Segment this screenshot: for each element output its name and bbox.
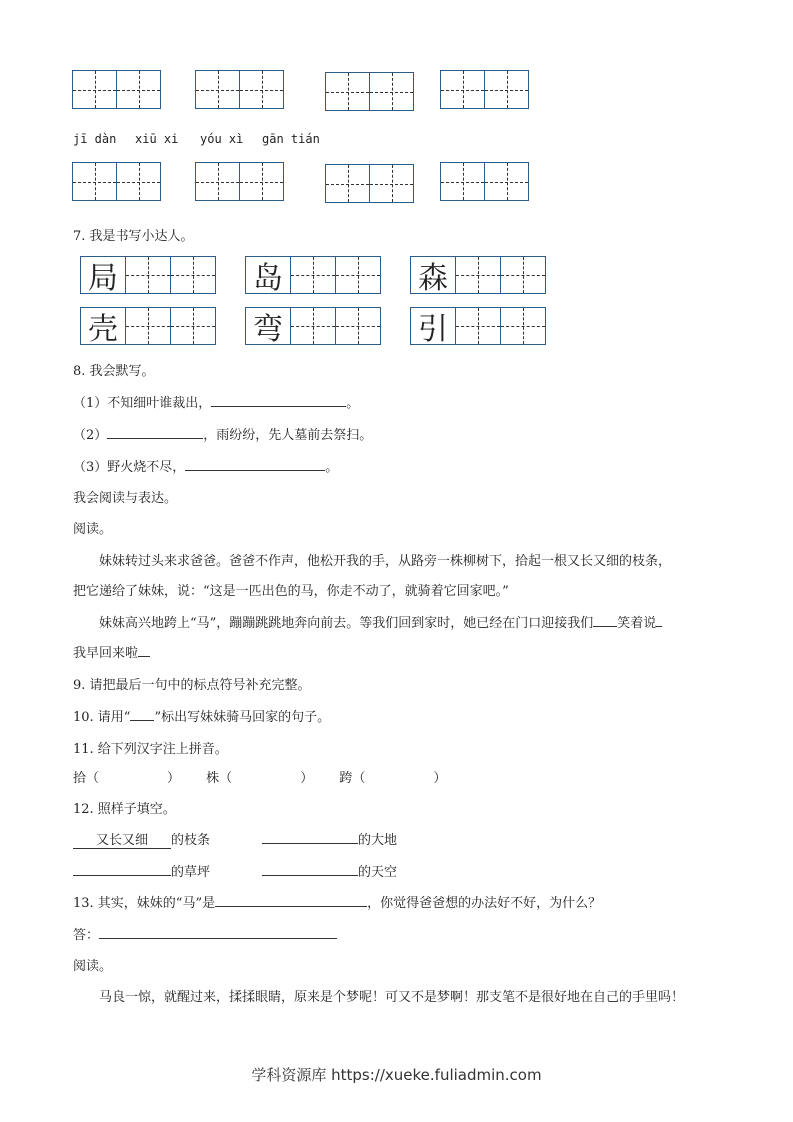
q12-noun: 的枝条 [171,833,211,848]
q11-item-open: 株（ [206,771,233,786]
question-8: 8. 我会默写。 [73,364,155,379]
question-13 [73,892,601,911]
grid-cell[interactable] [369,72,414,111]
writing-grid[interactable] [195,70,283,109]
fill-blank[interactable] [656,614,662,627]
fill-blank[interactable] [262,831,358,844]
fill-blank[interactable] [99,926,337,939]
question-9: 9. 请把最后一句中的标点符号补充完整。 [73,678,311,693]
grid-cell[interactable] [440,70,485,109]
fill-blank[interactable] [138,644,150,657]
writing-grid[interactable] [72,162,160,201]
writing-grid[interactable] [72,70,160,109]
grid-cell[interactable] [369,164,414,203]
q10-suffix: ”标出写妹妹骑马回家的句子。 [154,710,331,725]
q11-item-close: ） [433,771,447,786]
grid-cell[interactable] [500,307,546,345]
grid-cell[interactable] [116,162,161,201]
passage-line: 马良一惊，就醒过来，揉揉眼睛，原来是个梦呢！可又不是梦啊！那支笔不是很好地在自己的手里吗！ [99,990,685,1005]
example-char: 引 [411,308,455,344]
question-12: 12. 照样子填空。 [73,802,176,817]
passage-line: 把它递给了妹妹，说：“这是一匹出色的马，你走不动了，就骑着它回家吧。” [73,584,509,599]
writing-grid[interactable] [195,162,283,201]
grid-cell[interactable] [116,70,161,109]
grid-cell[interactable] [195,70,240,109]
q12-item [73,829,210,849]
calligraphy-grid[interactable] [80,307,215,345]
q12-item [73,861,210,880]
q8-line-3 [73,456,338,475]
q12-noun: 的天空 [358,865,398,880]
passage-line [99,612,662,631]
writing-grid[interactable] [440,70,528,109]
calligraphy-grid[interactable] [410,307,545,345]
grid-cell[interactable] [290,307,336,345]
pinyin-label: yóu xì [200,132,244,146]
fill-blank[interactable] [73,863,171,876]
grid-cell[interactable] [325,72,370,111]
q13-suffix: ，你觉得爸爸想的办法好不好，为什么？ [367,896,602,911]
calligraphy-grid[interactable] [245,307,380,345]
pinyin-label: jī dàn [73,132,117,146]
grid-cell[interactable] [455,307,501,345]
q11-item-open: 拾（ [73,771,100,786]
q12-item [262,829,397,848]
underline-sample [130,708,154,721]
q8-line-2-suffix: ，雨纷纷，先人墓前去祭扫。 [203,428,373,443]
q12-noun: 的草坪 [171,865,211,880]
grid-cell[interactable] [72,162,117,201]
q8-line-2 [73,424,372,443]
grid-cell[interactable] [325,164,370,203]
grid-cell[interactable] [335,307,381,345]
example-char-cell [410,256,456,294]
passage-text: 我早回来啦 [73,646,139,661]
q11-item-close: ） [300,771,314,786]
passage-text: 妹妹高兴地跨上“马”，蹦蹦跳跳地奔向前去。等我们回到家时，她已经在门口迎接我们 [99,616,594,631]
footer-watermark: 学科资源库 https://xueke.fuliadmin.com [251,1066,542,1084]
grid-cell[interactable] [484,70,529,109]
reading-heading: 阅读。 [73,522,113,537]
grid-cell[interactable] [195,162,240,201]
q8-line-1-suffix: 。 [346,396,360,411]
grid-cell[interactable] [455,256,501,294]
reading-heading: 阅读。 [73,959,113,974]
answer-line [73,924,337,943]
q10-prefix: 10. 请用“ [73,710,131,725]
q11-items [73,767,446,786]
q8-line-2-prefix: （2） [73,428,108,443]
grid-cell[interactable] [170,256,216,294]
passage-text: 笑着说 [617,616,657,631]
example-char: 弯 [246,308,290,344]
example-char: 局 [81,257,125,293]
calligraphy-grid[interactable] [410,256,545,294]
q12-example: 又长又细 [73,829,171,849]
question-10 [73,706,330,725]
example-char: 森 [411,257,455,293]
q8-line-1-prefix: （1）不知细叶谁裁出， [73,396,212,411]
grid-cell[interactable] [484,162,529,201]
question-11: 11. 给下列汉字注上拼音。 [73,742,228,757]
grid-cell[interactable] [72,70,117,109]
answer-label: 答： [73,928,100,943]
q12-item [262,861,397,880]
grid-cell[interactable] [239,162,284,201]
fill-blank[interactable] [262,863,358,876]
q11-item-close: ） [167,771,181,786]
fill-blank[interactable] [211,394,346,407]
writing-grid[interactable] [325,164,413,203]
pinyin-label: gān tián [262,132,320,146]
grid-cell[interactable] [440,162,485,201]
example-char-cell [245,256,291,294]
writing-grid[interactable] [325,72,413,111]
grid-cell[interactable] [239,70,284,109]
example-char: 壳 [81,308,125,344]
grid-cell[interactable] [125,256,171,294]
example-char-cell [80,256,126,294]
q11-item-open: 跨（ [339,771,366,786]
passage-line [73,642,150,661]
question-7: 7. 我是书写小达人。 [73,229,194,244]
fill-blank[interactable] [107,426,203,439]
q12-noun: 的大地 [358,833,398,848]
fill-blank[interactable] [185,458,325,471]
q13-prefix: 13. 其实，妹妹的“马”是 [73,896,216,911]
fill-blank[interactable] [593,614,617,627]
grid-cell[interactable] [335,256,381,294]
pinyin-label: xiū xi [135,132,179,146]
grid-cell[interactable] [125,307,171,345]
example-char-cell [80,307,126,345]
q8-line-3-suffix: 。 [325,460,339,475]
grid-cell[interactable] [290,256,336,294]
section-title: 我会阅读与表达。 [73,491,178,506]
fill-blank[interactable] [215,894,367,907]
calligraphy-grid[interactable] [80,256,215,294]
q8-line-3-prefix: （3）野火烧不尽， [73,460,186,475]
grid-cell[interactable] [500,256,546,294]
example-char-cell [245,307,291,345]
example-char-cell [410,307,456,345]
example-char: 岛 [246,257,290,293]
passage-line: 妹妹转过头来求爸爸。爸爸不作声，他松开我的手，从路旁一株柳树下，拾起一根又长又细的枝条， [99,554,672,569]
calligraphy-grid[interactable] [245,256,380,294]
writing-grid[interactable] [440,162,528,201]
grid-cell[interactable] [170,307,216,345]
q8-line-1 [73,392,359,411]
